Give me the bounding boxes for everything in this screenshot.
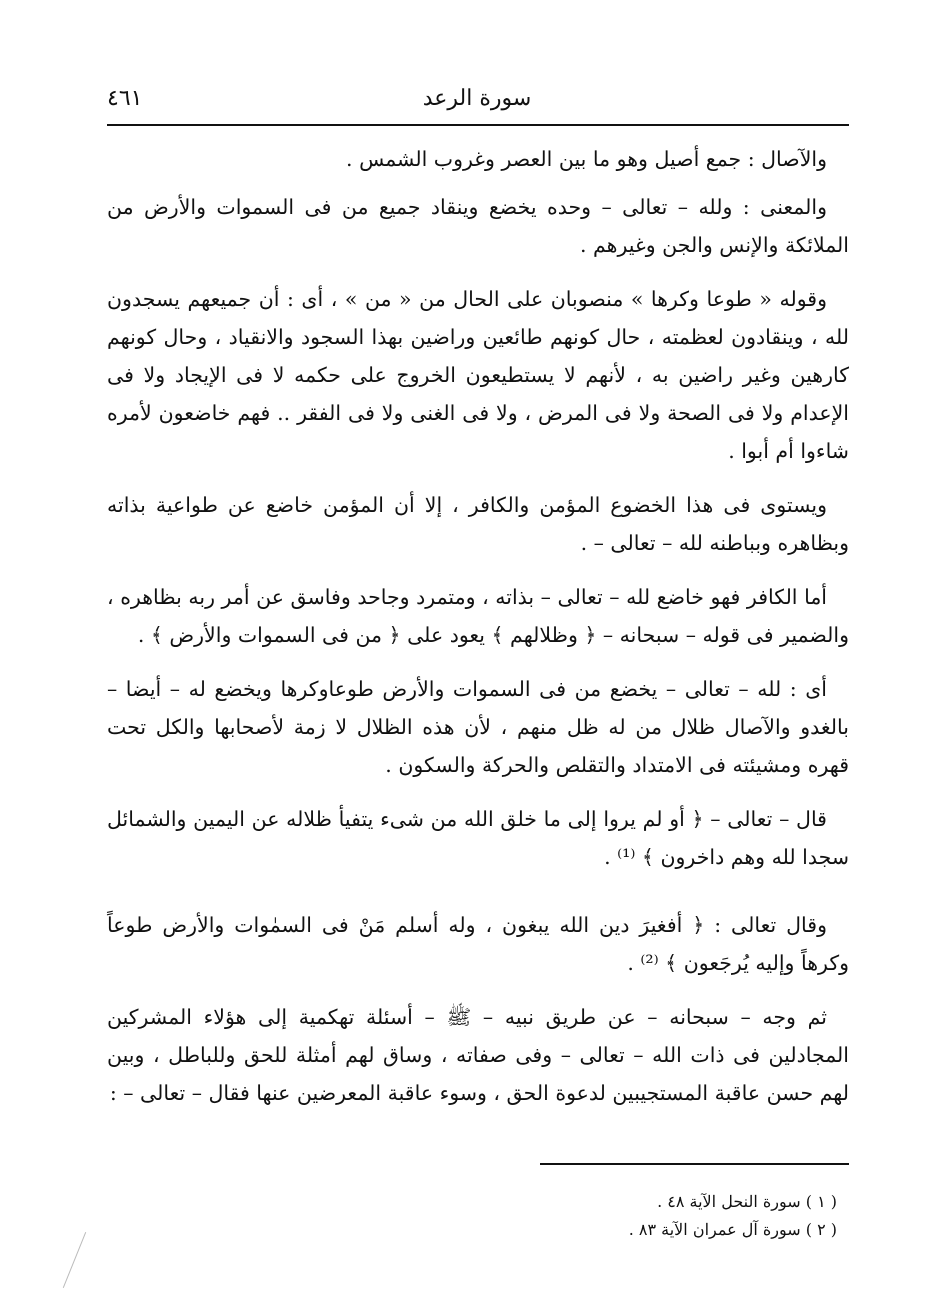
header-divider (107, 124, 849, 126)
paragraph-9: ثم وجه – سبحانه – عن طريق نبيه – ﷺ – أسئلة تهكمية إلى هؤلاء المشركين المجادلين فى ذات الله – تعالى – وفى صفاته ، وساق لهم أمثلة للحق وللباطل ، وبين لهم حسن عاقبة المستجيبين لدعوة الحق ، وسوء عاقبة المعرضين عنها فقال – تعالى – : (107, 1005, 849, 1105)
footnote-2: ( ٢ ) سورة آل عمران الآية ٨٣ . (628, 1220, 837, 1239)
page-number: ٤٦١ (107, 86, 143, 111)
scan-artifact-line (63, 1232, 86, 1288)
paragraph-7: قال – تعالى – ﴿ أو لم يروا إلى ما خلق الله من شىء يتفيأ ظلاله عن اليمين والشمائل سجدا لله وهم داخرون ﴾ ⁽¹⁾ . (107, 807, 849, 869)
footnote-1: ( ١ ) سورة النحل الآية ٤٨ . (657, 1192, 837, 1211)
page-header (107, 82, 847, 122)
paragraph-1: والآصال : جمع أصيل وهو ما بين العصر وغروب الشمس . (346, 147, 827, 171)
paragraph-5: أما الكافر فهو خاضع لله – تعالى – بذاته ، ومتمرد وجاحد وفاسق عن أمر ربه بظاهره ، والضمير فى قوله – سبحانه – ﴿ وظلالهم ﴾ يعود على ﴿ من فى السموات والأرض ﴾ . (107, 585, 849, 647)
paragraph-6: أى : لله – تعالى – يخضع من فى السموات والأرض طوعاوكرها ويخضع له – أيضا – بالغدو والآصال ظلال من له ظل منهم ، لأن هذه الظلال لا زمة لأصحابها والكل تحت قهره ومشيئته فى الامتداد والتقلص والحركة والسكون . (107, 677, 849, 777)
footnotes (437, 1188, 837, 1244)
paragraph-3: وقوله « طوعا وكرها » منصوبان على الحال من « من » ، أى : أن جميعهم يسجدون لله ، وينقادون لعظمته ، حال كونهم طائعين وراضين بهذا السجود والانقياد ، وحال كونهم كارهين وغير راضين به ، لأنهم لا يستطيعون الخروج على حكمه لا فى الإيجاد ولا فى الإعدام ولا فى الصحة ولا فى المرض ، ولا فى الغنى ولا فى الفقر .. فهم خاضعون لأمره شاءوا أم أبوا . (107, 287, 849, 463)
paragraph-4: ويستوى فى هذا الخضوع المؤمن والكافر ، إلا أن المؤمن خاضع عن طواعية بذاته وبظاهره وبباطنه لله – تعالى – . (107, 493, 849, 555)
main-text (107, 140, 849, 1128)
footnote-divider (540, 1163, 849, 1165)
surah-title: سورة الرعد (422, 86, 532, 111)
paragraph-2: والمعنى : ولله – تعالى – وحده يخضع وينقاد جميع من فى السموات والأرض من الملائكة والإنس والجن وغيرهم . (107, 195, 849, 257)
paragraph-8: وقال تعالى : ﴿ أفغيرَ دين الله يبغون ، وله أسلم مَنْ فى السمٰوات والأرض طوعاً وكرهاً وإليه يُرجَعون ﴾ ⁽²⁾ . (107, 913, 849, 975)
